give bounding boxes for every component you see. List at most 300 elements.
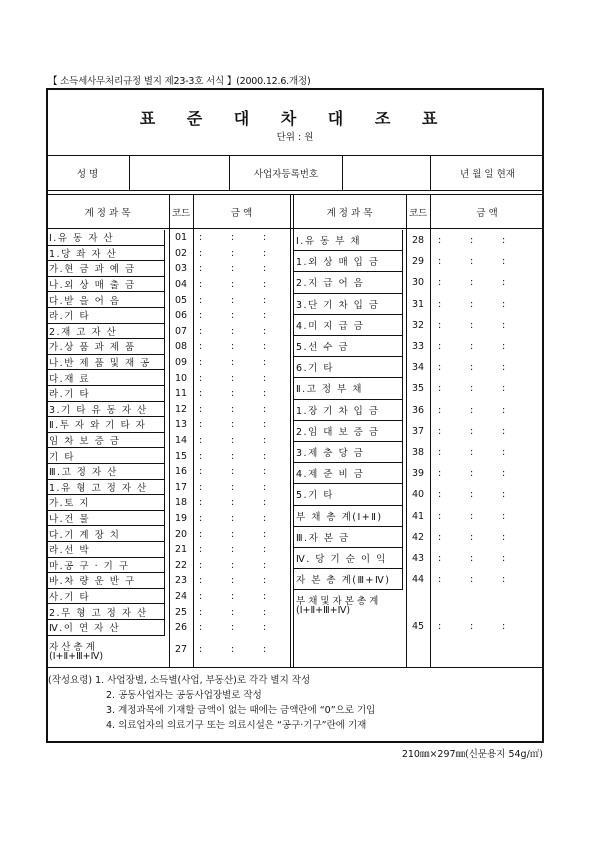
- account-name: 5.기 타: [293, 484, 403, 505]
- account-code: 10: [174, 372, 188, 384]
- amount-separator: :: [263, 435, 267, 447]
- amount-field[interactable]: [193, 558, 290, 574]
- account-name: 6.기 타: [293, 357, 403, 378]
- left-amount-header: 금 액: [230, 207, 253, 219]
- amount-separator: :: [502, 383, 506, 395]
- account-name: Ⅱ.고 정 부 채: [293, 378, 403, 399]
- header-divider: [46, 228, 544, 229]
- amount-separator: :: [438, 298, 442, 310]
- amount-separator: :: [199, 357, 203, 369]
- account-name: 부 채 총 계(Ⅰ+Ⅱ): [293, 506, 403, 527]
- instruction-line: 3. 계정과목에 기재할 금액이 없는 때에는 금액란에 “0”으로 기입: [106, 705, 376, 716]
- account-code: 12: [174, 403, 188, 415]
- amount-field[interactable]: [193, 604, 290, 620]
- amount-separator: :: [502, 298, 506, 310]
- account-code: 07: [174, 325, 188, 337]
- right-code-divider: [406, 195, 407, 667]
- account-name: Ⅰ.유 동 자 산: [46, 230, 165, 246]
- right-code-header: 코드: [408, 207, 428, 219]
- amount-separator: :: [438, 362, 442, 374]
- right-account-row: [293, 336, 544, 357]
- instruction-line: (작성요령) 1. 사업장별, 소득별(사업, 부동산)로 각각 별지 작성: [48, 675, 311, 686]
- account-name: Ⅳ.이 연 자 산: [46, 620, 165, 636]
- amount-separator: :: [199, 388, 203, 400]
- amount-separator: :: [231, 294, 235, 306]
- account-name: 2.임 대 보 증 금: [293, 421, 403, 442]
- left-code-header: 코드: [171, 207, 191, 219]
- amount-field[interactable]: [430, 421, 544, 442]
- account-code: 18: [174, 497, 188, 509]
- amount-separator: :: [199, 341, 203, 353]
- amount-separator: :: [438, 553, 442, 565]
- amount-field[interactable]: [193, 261, 290, 277]
- amount-separator: :: [231, 497, 235, 509]
- right-account-row: [293, 272, 544, 293]
- amount-separator: :: [263, 357, 267, 369]
- account-name: 나.외 상 매 출 금: [46, 277, 165, 293]
- account-name: 기 타: [46, 448, 165, 464]
- amount-separator: :: [199, 591, 203, 603]
- center-divider-2: [293, 195, 294, 667]
- amount-field[interactable]: [430, 506, 544, 527]
- amount-field[interactable]: [430, 357, 544, 378]
- amount-separator: :: [438, 319, 442, 331]
- account-name: Ⅲ.자 본 금: [293, 527, 403, 548]
- amount-separator: :: [231, 310, 235, 322]
- name-field[interactable]: [130, 156, 230, 190]
- amount-field[interactable]: [193, 589, 290, 605]
- amount-separator: :: [263, 644, 267, 656]
- amount-separator: :: [231, 263, 235, 275]
- account-code: 27: [174, 644, 188, 656]
- amount-separator: :: [438, 489, 442, 501]
- account-code: 26: [174, 622, 188, 634]
- account-name: 1.유 형 고 정 자 산: [46, 480, 165, 496]
- amount-separator: :: [502, 468, 506, 480]
- account-name: 4.미 지 급 금: [293, 315, 403, 336]
- amount-separator: :: [470, 553, 474, 565]
- right-account-row: [293, 294, 544, 315]
- amount-separator: :: [263, 559, 267, 571]
- amount-separator: :: [231, 403, 235, 415]
- amount-field[interactable]: [193, 620, 290, 636]
- amount-separator: :: [470, 468, 474, 480]
- amount-field[interactable]: [193, 448, 290, 464]
- left-code-divider: [169, 195, 170, 667]
- account-name: 1.외 상 매 입 금: [293, 251, 403, 272]
- amount-separator: :: [231, 419, 235, 431]
- left-account-row: [46, 402, 290, 418]
- left-account-row: [46, 448, 290, 464]
- left-account-row: [46, 526, 290, 542]
- date-label: 년 월 일 현재: [460, 169, 515, 180]
- paper-spec-footer: 210㎜×297㎜(신문용지 54g/㎡): [401, 749, 543, 760]
- left-account-header: 계 정 과 목: [84, 207, 131, 219]
- form-title: 표 준 대 차 대 조 표: [139, 109, 451, 128]
- amount-separator: :: [199, 622, 203, 634]
- amount-field[interactable]: [193, 246, 290, 262]
- amount-separator: :: [231, 357, 235, 369]
- account-code: 28: [411, 235, 425, 247]
- amount-separator: :: [231, 450, 235, 462]
- left-account-row: [46, 495, 290, 511]
- account-code: 03: [174, 263, 188, 275]
- account-name: 다.기 계 장 치: [46, 526, 165, 542]
- amount-separator: :: [263, 325, 267, 337]
- account-code: 23: [174, 575, 188, 587]
- amount-separator: :: [263, 575, 267, 587]
- amount-separator: :: [438, 447, 442, 459]
- amount-separator: :: [199, 232, 203, 244]
- total-liabilities-equity-formula: (Ⅰ+Ⅱ+Ⅲ+Ⅳ): [296, 605, 351, 617]
- right-account-row: [293, 315, 544, 336]
- amount-separator: :: [199, 372, 203, 384]
- account-name: 나.반 제 품 및 재 공: [46, 355, 165, 371]
- amount-separator: :: [470, 256, 474, 268]
- amount-separator: :: [199, 263, 203, 275]
- amount-separator: :: [263, 341, 267, 353]
- amount-separator: :: [502, 277, 506, 289]
- amount-separator: :: [199, 403, 203, 415]
- account-name: 가.토 지: [46, 495, 165, 511]
- account-name: 다.받 을 어 음: [46, 292, 165, 308]
- amount-separator: :: [231, 544, 235, 556]
- amount-field[interactable]: [193, 526, 290, 542]
- amount-field[interactable]: [193, 370, 290, 386]
- unit-label: 단위 : 원: [276, 132, 314, 143]
- amount-separator: :: [199, 419, 203, 431]
- amount-separator: :: [438, 425, 442, 437]
- amount-field[interactable]: [193, 511, 290, 527]
- amount-separator: :: [263, 606, 267, 618]
- amount-separator: :: [199, 575, 203, 587]
- right-account-row: [293, 463, 544, 484]
- amount-separator: :: [263, 528, 267, 540]
- account-name: 3.제 충 당 금: [293, 442, 403, 463]
- account-code: 39: [411, 468, 425, 480]
- amount-separator: :: [470, 362, 474, 374]
- left-account-row: [46, 433, 290, 449]
- left-account-row: [46, 386, 290, 402]
- right-account-row: [293, 357, 544, 378]
- right-account-row: [293, 251, 544, 272]
- amount-separator: :: [438, 404, 442, 416]
- amount-field[interactable]: [193, 417, 290, 433]
- left-amount-divider: [193, 195, 194, 667]
- account-code: 44: [411, 574, 425, 586]
- left-account-row: [46, 292, 290, 308]
- amount-separator: :: [199, 513, 203, 525]
- amount-field[interactable]: [430, 548, 544, 569]
- account-code: 13: [174, 419, 188, 431]
- amount-separator: :: [231, 466, 235, 478]
- amount-separator: :: [470, 425, 474, 437]
- amount-field[interactable]: [430, 294, 544, 315]
- amount-field[interactable]: [193, 308, 290, 324]
- amount-separator: :: [231, 575, 235, 587]
- amount-separator: :: [502, 447, 506, 459]
- amount-separator: :: [231, 559, 235, 571]
- amount-field[interactable]: [430, 484, 544, 505]
- right-account-row: [293, 506, 544, 527]
- account-code: 33: [411, 341, 425, 353]
- amount-field[interactable]: [193, 573, 290, 589]
- left-account-row: [46, 620, 290, 636]
- amount-separator: :: [263, 232, 267, 244]
- account-name: 라.기 타: [46, 308, 165, 324]
- amount-field[interactable]: [193, 277, 290, 293]
- account-code: 02: [174, 247, 188, 259]
- amount-separator: :: [263, 372, 267, 384]
- amount-separator: :: [470, 574, 474, 586]
- amount-separator: :: [502, 235, 506, 247]
- account-code: 20: [174, 528, 188, 540]
- account-code: 19: [174, 513, 188, 525]
- left-account-row: [46, 308, 290, 324]
- amount-separator: :: [199, 481, 203, 493]
- amount-field[interactable]: [193, 495, 290, 511]
- account-code: 08: [174, 341, 188, 353]
- total-liabilities-equity-row: [293, 590, 544, 663]
- amount-separator: :: [231, 622, 235, 634]
- account-code: 29: [411, 256, 425, 268]
- account-name: Ⅰ.유 동 부 채: [293, 230, 403, 251]
- account-code: 43: [411, 553, 425, 565]
- account-name: 2.지 급 어 음: [293, 272, 403, 293]
- amount-separator: :: [438, 468, 442, 480]
- amount-separator: :: [199, 435, 203, 447]
- account-name: 라.기 타: [46, 386, 165, 402]
- right-account-row: [293, 484, 544, 505]
- amount-separator: :: [502, 341, 506, 353]
- account-code: 35: [411, 383, 425, 395]
- account-code: 21: [174, 544, 188, 556]
- right-account-row: [293, 378, 544, 399]
- amount-field[interactable]: [193, 292, 290, 308]
- account-code: 06: [174, 310, 188, 322]
- account-code: 41: [411, 510, 425, 522]
- account-code: 01: [174, 232, 188, 244]
- amount-separator: :: [199, 294, 203, 306]
- amount-separator: :: [470, 319, 474, 331]
- amount-separator: :: [502, 621, 506, 633]
- account-code: 17: [174, 481, 188, 493]
- left-account-row: [46, 246, 290, 262]
- amount-field[interactable]: [193, 339, 290, 355]
- amount-field[interactable]: [193, 433, 290, 449]
- amount-separator: :: [231, 325, 235, 337]
- amount-field[interactable]: [430, 336, 544, 357]
- amount-separator: :: [470, 235, 474, 247]
- account-name: 2.무 형 고 정 자 산: [46, 604, 165, 620]
- amount-field[interactable]: [430, 463, 544, 484]
- account-name: 가.현 금 과 예 금: [46, 261, 165, 277]
- total-assets-row: [46, 636, 290, 664]
- amount-separator: :: [263, 497, 267, 509]
- amount-separator: :: [438, 574, 442, 586]
- account-code: 30: [411, 277, 425, 289]
- right-account-row: [293, 400, 544, 421]
- amount-separator: :: [502, 553, 506, 565]
- amount-separator: :: [470, 489, 474, 501]
- account-name: 마.공 구 · 기 구: [46, 558, 165, 574]
- amount-field[interactable]: [193, 386, 290, 402]
- account-code: 38: [411, 447, 425, 459]
- amount-separator: :: [263, 481, 267, 493]
- amount-field[interactable]: [193, 636, 290, 664]
- left-account-row: [46, 464, 290, 480]
- account-name: Ⅲ.고 정 자 산: [46, 464, 165, 480]
- amount-field[interactable]: [430, 272, 544, 293]
- amount-separator: :: [199, 450, 203, 462]
- account-code: 15: [174, 450, 188, 462]
- amount-field[interactable]: [430, 569, 544, 590]
- amount-field[interactable]: [193, 464, 290, 480]
- amount-field[interactable]: [430, 230, 544, 251]
- amount-field[interactable]: [430, 378, 544, 399]
- amount-separator: :: [263, 247, 267, 259]
- amount-separator: :: [470, 621, 474, 633]
- total-assets-formula: (Ⅰ+Ⅱ+Ⅲ+Ⅳ): [49, 650, 104, 662]
- account-name: 나.건 물: [46, 511, 165, 527]
- account-code: 24: [174, 591, 188, 603]
- amount-separator: :: [231, 435, 235, 447]
- amount-separator: :: [199, 559, 203, 571]
- amount-separator: :: [231, 341, 235, 353]
- amount-separator: :: [231, 606, 235, 618]
- amount-separator: :: [502, 319, 506, 331]
- center-divider: [290, 195, 291, 667]
- right-account-row: [293, 230, 544, 251]
- amount-separator: :: [470, 383, 474, 395]
- amount-separator: :: [502, 531, 506, 543]
- amount-separator: :: [470, 447, 474, 459]
- account-code: 16: [174, 466, 188, 478]
- right-account-row: [293, 421, 544, 442]
- amount-field[interactable]: [430, 527, 544, 548]
- amount-separator: :: [263, 513, 267, 525]
- amount-separator: :: [502, 256, 506, 268]
- amount-separator: :: [470, 341, 474, 353]
- left-account-row: [46, 417, 290, 433]
- amount-field[interactable]: [193, 324, 290, 340]
- amount-field[interactable]: [193, 230, 290, 246]
- amount-field[interactable]: [193, 542, 290, 558]
- right-amount-header: 금 액: [476, 207, 498, 219]
- amount-separator: :: [231, 279, 235, 291]
- left-account-row: [46, 480, 290, 496]
- amount-separator: :: [438, 531, 442, 543]
- account-name: 3.단 기 차 입 금: [293, 294, 403, 315]
- account-name: 3.기 타 유 동 자 산: [46, 402, 165, 418]
- instruction-line: 4. 의료업자의 의료기구 또는 의료시설은 “공구·기구”란에 기재: [106, 720, 367, 731]
- amount-separator: :: [263, 294, 267, 306]
- amount-separator: :: [231, 513, 235, 525]
- amount-separator: :: [199, 644, 203, 656]
- amount-separator: :: [231, 591, 235, 603]
- account-code: 05: [174, 294, 188, 306]
- total-liabilities-equity-label: 부 채 및 자 본 총 계: [296, 596, 379, 608]
- amount-separator: :: [263, 388, 267, 400]
- amount-separator: :: [199, 247, 203, 259]
- amount-separator: :: [263, 263, 267, 275]
- account-code: 36: [411, 404, 425, 416]
- amount-separator: :: [502, 510, 506, 522]
- amount-separator: :: [502, 425, 506, 437]
- account-name: Ⅱ.투 자 와 기 타 자: [46, 417, 165, 433]
- amount-separator: :: [438, 235, 442, 247]
- registration-number-field[interactable]: [343, 156, 431, 190]
- amount-separator: :: [231, 388, 235, 400]
- account-code: 14: [174, 435, 188, 447]
- form-header-note: 【 소득세사무처리규정 별지 제23-3호 서식 】(2000.12.6.개정): [48, 76, 311, 87]
- amount-separator: :: [263, 310, 267, 322]
- left-account-row: [46, 589, 290, 605]
- amount-field[interactable]: [193, 355, 290, 371]
- account-name: 1.당 좌 자 산: [46, 246, 165, 262]
- account-name: 사.기 타: [46, 589, 165, 605]
- amount-field[interactable]: [430, 442, 544, 463]
- account-name: 가.상 품 과 제 품: [46, 339, 165, 355]
- amount-field[interactable]: [430, 251, 544, 272]
- amount-separator: :: [438, 621, 442, 633]
- right-account-row: [293, 527, 544, 548]
- amount-separator: :: [199, 325, 203, 337]
- account-name: Ⅳ. 당 기 순 이 익: [293, 548, 403, 569]
- account-code: 04: [174, 279, 188, 291]
- left-account-row: [46, 370, 290, 386]
- amount-separator: :: [470, 531, 474, 543]
- account-name: 5.선 수 금: [293, 336, 403, 357]
- amount-field[interactable]: [430, 400, 544, 421]
- amount-separator: :: [470, 404, 474, 416]
- amount-field[interactable]: [193, 480, 290, 496]
- amount-separator: :: [263, 544, 267, 556]
- instructions: [48, 673, 375, 733]
- left-account-row: [46, 573, 290, 589]
- amount-separator: :: [502, 574, 506, 586]
- right-account-header: 계 정 과 목: [326, 207, 373, 219]
- amount-separator: :: [470, 510, 474, 522]
- right-amount-divider: [430, 195, 431, 667]
- amount-separator: :: [438, 256, 442, 268]
- right-account-row: [293, 569, 544, 590]
- account-name: 바.차 량 운 반 구: [46, 573, 165, 589]
- amount-separator: :: [470, 277, 474, 289]
- left-account-row: [46, 604, 290, 620]
- account-name: 1.장 기 차 입 금: [293, 400, 403, 421]
- left-account-row: [46, 324, 290, 340]
- left-account-row: [46, 261, 290, 277]
- amount-field[interactable]: [430, 590, 544, 663]
- amount-separator: :: [231, 232, 235, 244]
- amount-separator: :: [263, 279, 267, 291]
- account-code: 34: [411, 362, 425, 374]
- right-account-row: [293, 548, 544, 569]
- account-name: 다.재 료: [46, 370, 165, 386]
- account-code: 31: [411, 298, 425, 310]
- amount-separator: :: [438, 510, 442, 522]
- amount-separator: :: [263, 403, 267, 415]
- left-account-row: [46, 511, 290, 527]
- total-assets-label: 자 산 총 계: [49, 641, 95, 653]
- left-account-row: [46, 277, 290, 293]
- account-name: 임 차 보 증 금: [46, 433, 165, 449]
- amount-separator: :: [199, 310, 203, 322]
- amount-field[interactable]: [193, 402, 290, 418]
- account-name: 라.선 박: [46, 542, 165, 558]
- amount-field[interactable]: [430, 315, 544, 336]
